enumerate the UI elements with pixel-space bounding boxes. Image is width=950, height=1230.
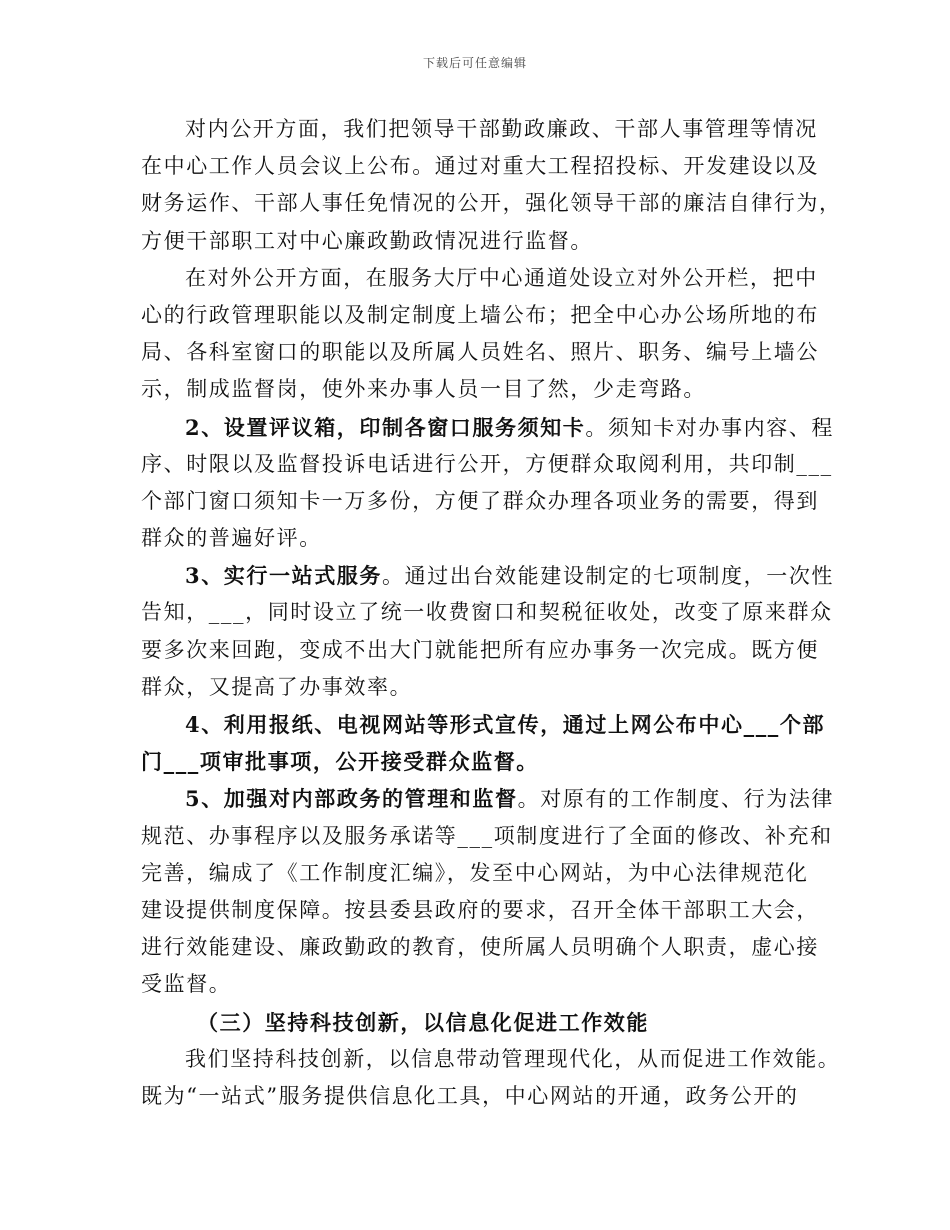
text-line [141, 706, 826, 743]
bold-text-segment: 4、利用报纸、电视网站等形式宣传，通过上网公布中心___个部 [185, 712, 826, 737]
text-line [141, 483, 821, 520]
text-line [141, 669, 821, 706]
text-segment: 在对外公开方面，在服务大厅中心通道处设立对外公开栏，把中 [185, 265, 818, 290]
text-segment: 建设提供制度保障。按县委县政府的要求，召开全体干部职工大会， [141, 897, 819, 922]
text-segment: 既为“一站式”服务提供信息化工具，中心网站的开通，政务公开的 [141, 1083, 799, 1108]
text-line [141, 1004, 821, 1041]
text-segment: 完善，编成了《工作制度汇编》，发至中心网站，为中心法律规范化 [141, 860, 809, 885]
text-line [141, 185, 842, 222]
text-line [141, 260, 821, 297]
bold-text-segment: （三）坚持科技创新，以信息化促进工作效能 [197, 1009, 649, 1035]
text-segment: 心的行政管理职能以及制定制度上墙公布；把全中心办公场所地的布 [141, 302, 819, 327]
text-line [141, 818, 833, 855]
text-segment: 方便干部职工对中心廉政勤政情况进行监督。 [141, 228, 593, 253]
text-line [141, 446, 833, 483]
text-segment: 财务运作、干部人事任免情况的公开，强化领导干部的廉洁自律行为， [141, 191, 842, 216]
text-segment: 。须知卡对办事内容、程 [585, 415, 835, 440]
text-line [141, 409, 835, 446]
document-body [141, 111, 842, 1115]
text-line [141, 855, 821, 892]
text-segment: 对内公开方面，我们把领导干部勤政廉政、干部人事管理等情况 [185, 117, 818, 141]
text-segment: 示，制成监督岗，使外来办事人员一目了然，少走弯路。 [141, 377, 706, 402]
text-line [141, 594, 833, 631]
text-segment: 。对原有的工作制度、行为法律 [517, 787, 835, 812]
text-segment: 要多次来回跑，变成不出大门就能把所有应办事务一次完成。既方便 [141, 637, 819, 662]
text-line [141, 966, 821, 1003]
page-header: 下载后可任意编辑 [422, 56, 527, 70]
text-segment: 在中心工作人员会议上公布。通过对重大工程招投标、开发建设以及 [141, 154, 819, 179]
text-line [141, 1078, 821, 1115]
text-line [141, 557, 835, 594]
text-segment: 我们坚持科技创新，以信息带动管理现代化，从而促进工作效能。 [185, 1046, 841, 1071]
text-segment: 进行效能建设、廉政勤政的教育，使所属人员明确个人职责，虚心接 [141, 935, 819, 960]
text-segment: 受监督。 [141, 972, 232, 997]
bold-text-segment: 2、设置评议箱，印制各窗口服务须知卡 [185, 414, 586, 440]
text-segment: 规范、办事程序以及服务承诺等___项制度进行了全面的修改、补充和 [141, 823, 833, 848]
text-line [141, 520, 821, 557]
text-line [141, 743, 821, 780]
text-line [141, 334, 821, 371]
text-line [141, 371, 821, 408]
text-segment: 局、各科室窗口的职能以及所属人员姓名、照片、职务、编号上墙公 [141, 340, 819, 365]
text-segment: 。通过出台效能建设制定的七项制度，一次性 [382, 564, 835, 589]
bold-text-segment: 5、加强对内部政务的管理和监督 [185, 786, 518, 812]
text-segment: 群众的普遍好评。 [141, 526, 322, 551]
text-line [141, 1041, 841, 1078]
text-line [141, 892, 821, 929]
text-segment: 序、时限以及监督投诉电话进行公开，方便群众取阅利用，共印制___ [141, 451, 833, 476]
bold-text-segment: 3、实行一站式服务 [185, 563, 383, 589]
text-line [141, 223, 821, 260]
text-line [141, 297, 821, 334]
text-line [141, 148, 821, 185]
text-segment: 告知，___，同时设立了统一收费窗口和契税征收处，改变了原来群众 [141, 600, 833, 625]
text-line [141, 929, 821, 966]
bold-text-segment: 门___项审批事项，公开接受群众监督。 [141, 749, 539, 775]
text-line [141, 111, 821, 148]
text-line [141, 780, 835, 817]
text-line [141, 632, 821, 669]
text-segment: 个部门窗口须知卡一万多份，方便了群众办理各项业务的需要，得到 [141, 488, 819, 513]
text-segment: 群众，又提高了办事效率。 [141, 674, 413, 699]
